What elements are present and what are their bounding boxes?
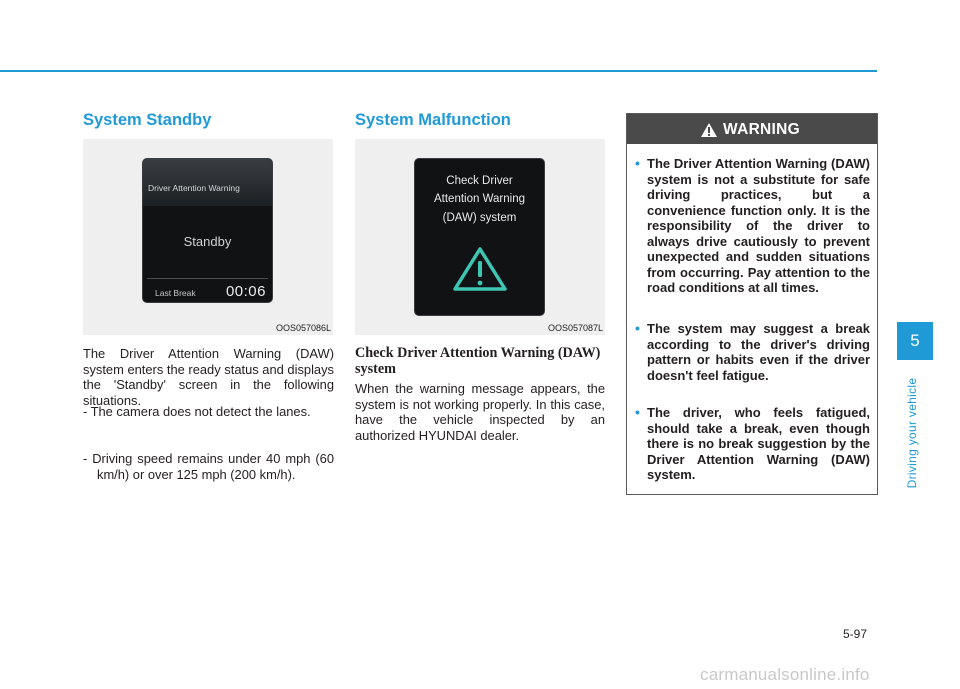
- warning-box: [626, 113, 878, 495]
- standby-cluster-display: [142, 158, 273, 303]
- page-number: 5-97: [843, 627, 868, 641]
- figure-code: OOS057087L: [547, 323, 603, 333]
- warning-item-text: The system may suggest a break according to the driver's driving pattern or habits even if the driver doesn't feel fatigue.: [647, 321, 870, 383]
- display-last-break-time: 00:06: [225, 283, 266, 300]
- malfunction-paragraph: When the warning message appears, the system is not working properly. In this case, have the vehicle inspected by an authorized HYUNDAI dealer.: [355, 381, 605, 443]
- display-header-bar: [143, 159, 272, 206]
- chapter-name: [902, 368, 922, 498]
- malfunction-section-title: System Malfunction: [355, 111, 511, 129]
- warning-header: [627, 114, 877, 144]
- warning-item: [635, 321, 870, 383]
- warning-item-text: The Driver Attention Warning (DAW) system is not a substitute for safe driving practices, but a convenience function only. It is the responsibility of the driver to always drive cautiously to prevent unexpected and sudden situations from occurring. Pay attention to the road conditions at all times.: [647, 156, 870, 295]
- standby-section-title: System Standby: [83, 111, 212, 129]
- warning-item-text: The driver, who feels fatigued, should take a break, even though there is no break suggestion by the Driver Attention Warning (DAW) system.: [647, 405, 870, 482]
- standby-paragraph: The Driver Attention Warning (DAW) system enters the ready status and displays the 'Standby' screen in the following situations.: [83, 346, 334, 408]
- chapter-name-text: Driving your vehicle: [905, 377, 919, 489]
- display-standby-status: Standby: [183, 234, 232, 249]
- figure-code: OOS057086L: [275, 323, 331, 333]
- display-header-text: Driver Attention Warning: [148, 183, 240, 193]
- warning-title: WARNING: [723, 121, 801, 138]
- warning-item: [635, 405, 870, 483]
- display-message-line: (DAW) system: [442, 212, 517, 224]
- warning-icon: [700, 122, 718, 138]
- bullet-icon: •: [635, 404, 640, 420]
- standby-list-item: - Driving speed remains under 40 mph (60 km/h) or over 125 mph (200 km/h).: [83, 451, 334, 482]
- display-divider: [147, 278, 268, 279]
- warning-item: [635, 156, 870, 296]
- standby-list-item: - The camera does not detect the lanes.: [83, 404, 311, 419]
- malfunction-figure: [355, 139, 605, 335]
- warning-triangle-icon: [451, 245, 509, 293]
- display-last-break-label: Last Break: [155, 288, 196, 298]
- display-message-line: Attention Warning: [434, 193, 525, 205]
- standby-figure: [83, 139, 333, 335]
- chapter-number-tab: 5: [897, 322, 933, 360]
- bullet-icon: •: [635, 155, 640, 171]
- watermark: carmanualsonline.info: [700, 665, 870, 684]
- bullet-icon: •: [635, 320, 640, 336]
- malfunction-subheading: Check Driver Attention Warning (DAW) system: [355, 345, 601, 377]
- display-message-line: Check Driver: [446, 175, 513, 187]
- top-rule: [0, 70, 877, 72]
- malfunction-cluster-display: [414, 158, 545, 316]
